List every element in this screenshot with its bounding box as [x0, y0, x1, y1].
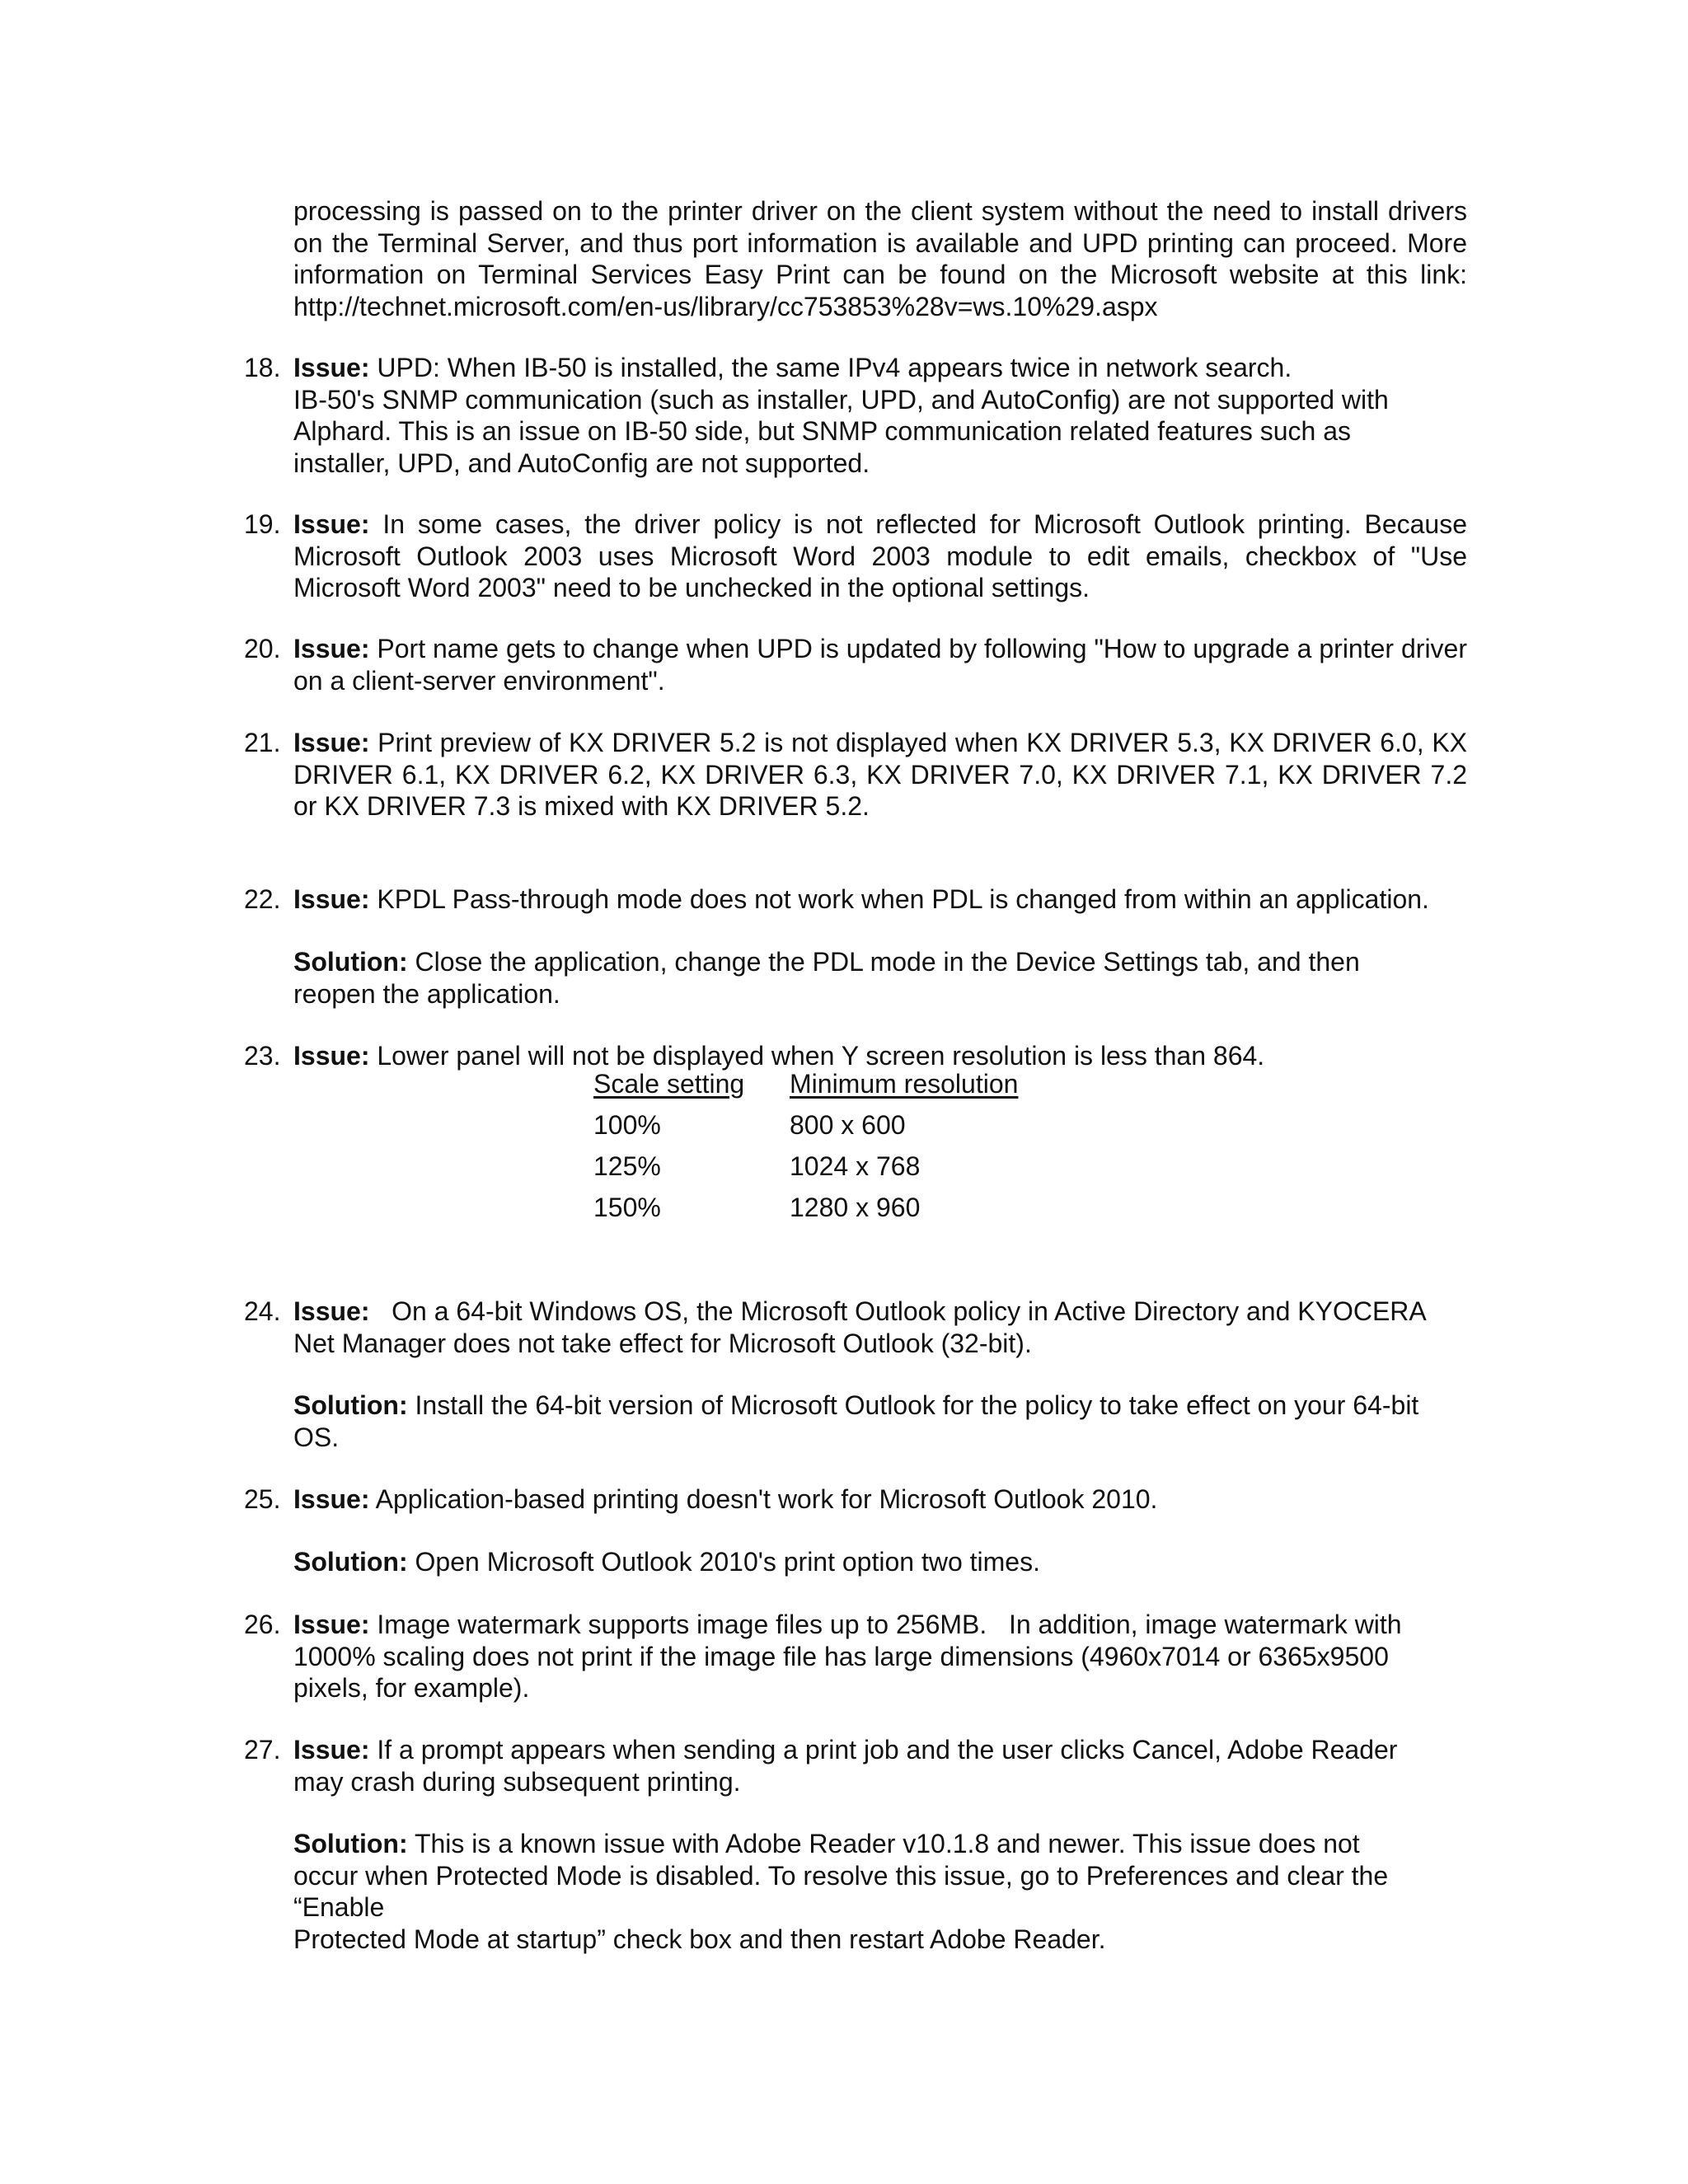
solution-label: Solution: [293, 947, 408, 977]
issue-text: Issue: Application-based printing doesn't work for Microsoft Outlook 2010. [293, 1484, 1158, 1514]
table-cell: 800 x 600 [790, 1110, 906, 1140]
issue-label: Issue: [293, 509, 370, 539]
issue-text: Issue: Print preview of KX DRIVER 5.2 is not displayed when KX DRIVER 5.3, KX DRIVER 6.0, KX DRIVER 6.1, KX DRIVER 6.2, KX DRIVER 6.3, KX DRIVER 7.0, KX DRIVER 7.1, KX DRIVER 7.2 or KX DRIVER 7.3 is mixed with KX DRIVER 5.2. [293, 728, 1467, 821]
table-row [593, 1109, 1119, 1151]
issue-text: Issue: Lower panel will not be displayed when Y screen resolution is less than 864. [293, 1041, 1265, 1071]
table-cell: 125% [593, 1151, 661, 1181]
issue-label: Issue: [293, 1735, 370, 1765]
issue-label: Issue: [293, 1041, 370, 1071]
item-number: 23. [244, 1041, 281, 1071]
column-header-scale: Scale setting [593, 1069, 745, 1099]
solution-text: Solution: Open Microsoft Outlook 2010's print option two times. [293, 1547, 1040, 1577]
table-cell: 150% [593, 1193, 661, 1222]
solution-label: Solution: [293, 1547, 408, 1577]
issue-text: Issue: In some cases, the driver policy is not reflected for Microsoft Outlook printing. Because Microsoft Outlook 2003 uses Microsoft Word 2003 module to edit emails, checkbox of "Use Microsoft Word 2003" need to be unchecked in the optional settings. [293, 509, 1467, 602]
issue-text: Issue: If a prompt appears when sending a print job and the user clicks Cancel, Adobe Reader may crash during subsequent printing. [293, 1735, 1398, 1797]
solution-text: Solution: Install the 64-bit version of Microsoft Outlook for the policy to take effect on your 64-bit OS. [293, 1390, 1419, 1452]
issue-label: Issue: [293, 728, 370, 757]
intro-paragraph: processing is passed on to the printer driver on the client system without the need to install drivers on the Terminal Server, and thus port information is available and UPD printing can proceed. More information on Terminal Services Easy Print can be found on the Microsoft website at this link: http://technet.microsoft.com/en-us/library/cc753853%28v=ws.10%29.aspx [293, 196, 1467, 321]
table-cell: 1024 x 768 [790, 1151, 921, 1181]
issue-text: Issue: UPD: When IB-50 is installed, the same IPv4 appears twice in network search. IB-50's SNMP communication (such as installer, UPD, and AutoConfig) are not supported with Alphard. This is an issue on IB-50 side, but SNMP communication related features such as installer, UPD, and AutoConfig are not supported. [293, 353, 1389, 478]
table-row [593, 1192, 1119, 1233]
item-number: 26. [244, 1610, 281, 1639]
issue-label: Issue: [293, 884, 370, 914]
scale-resolution-table [593, 1068, 1119, 1233]
item-number: 22. [244, 884, 281, 914]
issue-text: Issue: Port name gets to change when UPD is updated by following "How to upgrade a printer driver on a client-server environment". [293, 634, 1467, 696]
column-header-resolution: Minimum resolution [790, 1069, 1019, 1099]
issue-label: Issue: [293, 353, 370, 382]
item-number: 27. [244, 1735, 281, 1765]
solution-text: Solution: This is a known issue with Adobe Reader v10.1.8 and newer. This issue does not occur when Protected Mode is disabled. To resolve this issue, go to Preferences and clear the “Enable Protected Mode at startup” check box and then restart Adobe Reader. [293, 1829, 1389, 1954]
table-header-row [593, 1068, 1119, 1099]
table-cell: 100% [593, 1110, 661, 1140]
item-number: 24. [244, 1296, 281, 1326]
issue-text: Issue: On a 64-bit Windows OS, the Microsoft Outlook policy in Active Directory and KYOCERA Net Manager does not take effect for Microsoft Outlook (32-bit). [293, 1296, 1427, 1358]
solution-label: Solution: [293, 1829, 408, 1858]
issue-text: Issue: KPDL Pass-through mode does not work when PDL is changed from within an application. [293, 884, 1429, 914]
table-cell: 1280 x 960 [790, 1193, 921, 1222]
item-number: 25. [244, 1484, 281, 1514]
issue-label: Issue: [293, 634, 370, 663]
solution-label: Solution: [293, 1390, 408, 1420]
solution-text: Solution: Close the application, change the PDL mode in the Device Settings tab, and then reopen the application. [293, 947, 1360, 1009]
item-number: 20. [244, 634, 281, 663]
issue-label: Issue: [293, 1296, 370, 1326]
item-number: 21. [244, 728, 281, 757]
issue-label: Issue: [293, 1610, 370, 1639]
issue-label: Issue: [293, 1484, 370, 1514]
table-row [593, 1151, 1119, 1192]
item-number: 19. [244, 509, 281, 539]
issue-text: Issue: Image watermark supports image files up to 256MB. In addition, image watermark with 1000% scaling does not print if the image file has large dimensions (4960x7014 or 6365x9500 pixels, for example). [293, 1610, 1402, 1703]
item-number: 18. [244, 353, 281, 382]
